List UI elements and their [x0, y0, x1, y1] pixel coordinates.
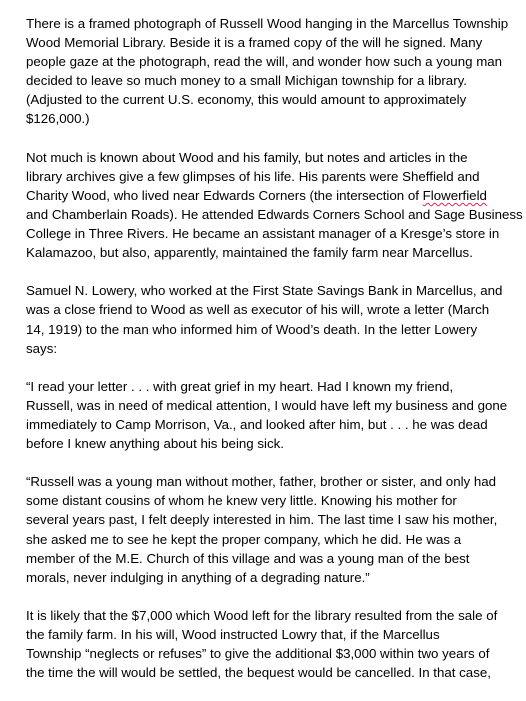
- text-line-with-flagged-word: [26, 186, 508, 205]
- text-line: several years past, I felt deeply interested in him. The last time I saw his mother,: [26, 512, 498, 528]
- paragraph-farm-sale: [26, 606, 508, 682]
- text-line: $126,000.): [26, 111, 90, 127]
- text-line: Township “neglects or refuses” to give the additional $3,000 within two years of: [26, 646, 490, 662]
- text-line: the time the will would be settled, the bequest would be cancelled. In that case,: [26, 665, 491, 681]
- paragraph-letter-quote-2: [26, 472, 508, 587]
- text-line: Samuel N. Lowery, who worked at the First State Savings Bank in Marcellus, and: [26, 283, 503, 299]
- text-line: before I knew anything about his being sick.: [26, 436, 284, 452]
- text-line: Not much is known about Wood and his family, but notes and articles in the: [26, 149, 468, 165]
- text-line: Russell, was in need of medical attention, I would have left my business and gone: [26, 397, 508, 413]
- document-body: [26, 14, 523, 701]
- text-line: “Russell was a young man without mother, father, brother or sister, and only had: [26, 474, 497, 490]
- text-line: Kalamazoo, but also, apparently, maintained the family farm near Marcellus.: [26, 245, 473, 261]
- text-line: was a close friend to Wood as well as executor of his will, wrote a letter (March: [26, 302, 490, 318]
- text-line: she asked me to see he kept the proper company, which he did. He was a: [26, 531, 462, 547]
- text-line: and Chamberlain Roads). He attended Edwards Corners School and Sage Business: [26, 206, 523, 222]
- text-line: library archives give a few glimpses of his life. His parents were Sheffield and: [26, 168, 480, 184]
- text-line: College in Three Rivers. He became an assistant manager of a Kresge’s store in: [26, 226, 500, 242]
- text-line: decided to leave so much money to a small Michigan township for a library.: [26, 73, 467, 89]
- text-line: member of the M.E. Church of this village and was a young man of the best: [26, 550, 470, 566]
- text-line: Wood Memorial Library. Beside it is a framed copy of the will he signed. Many: [26, 35, 483, 51]
- paragraph-photograph: [26, 14, 508, 129]
- text-line: morals, never indulging in anything of a degrading nature.”: [26, 569, 370, 585]
- text-line: There is a framed photograph of Russell Wood hanging in the Marcellus Township: [26, 16, 509, 31]
- text-line: 14, 1919) to the man who informed him of Wood’s death. In the letter Lowery: [26, 321, 478, 337]
- text-line: (Adjusted to the current U.S. economy, this would amount to approximately: [26, 92, 467, 108]
- text-line: some distant cousins of whom he knew very little. Knowing his mother for: [26, 493, 457, 509]
- text-line: It is likely that the $7,000 which Wood left for the library resulted from the sale of: [26, 607, 498, 623]
- paragraph-lowery: [26, 281, 508, 357]
- text-line: says:: [26, 340, 58, 356]
- text-segment: Charity Wood, who lived near Edwards Corners (the intersection of: [26, 187, 423, 203]
- spellcheck-flagged-word[interactable]: Flowerfield: [422, 187, 487, 203]
- text-line: the family farm. In his will, Wood instructed Lowry that, if the Marcellus: [26, 627, 440, 642]
- paragraph-letter-quote-1: [26, 377, 508, 453]
- text-line: immediately to Camp Morrison, Va., and looked after him, but . . . he was dead: [26, 416, 488, 432]
- paragraph-family: [26, 148, 523, 263]
- text-line: people gaze at the photograph, read the will, and wonder how such a young man: [26, 54, 503, 70]
- text-line: “I read your letter . . . with great grief in my heart. Had I known my friend,: [26, 378, 454, 394]
